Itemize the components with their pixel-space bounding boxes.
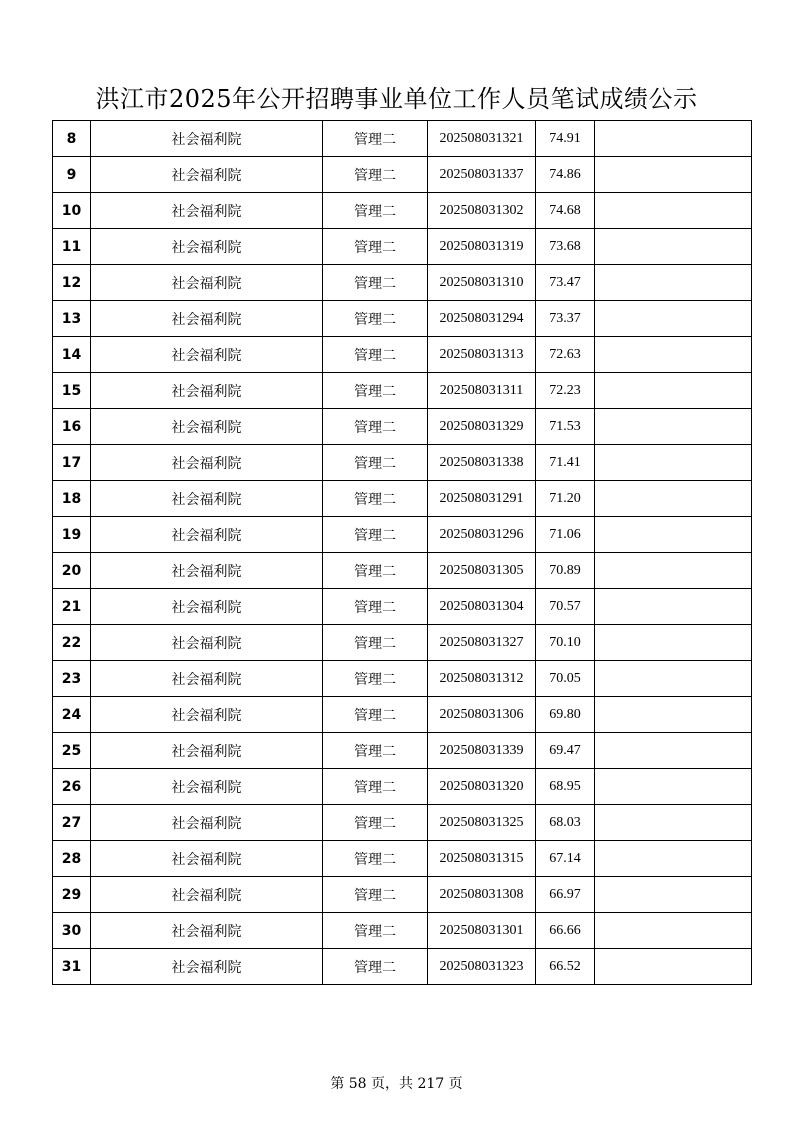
remark-cell (595, 517, 752, 553)
page-footer: 第 58 页，共 217 页 (330, 1076, 463, 1092)
post-cell: 管理二 (323, 661, 428, 697)
ticket-number-cell: 202508031308 (428, 877, 536, 913)
score-cell: 69.80 (536, 697, 595, 733)
ticket-number-cell: 202508031327 (428, 625, 536, 661)
post-cell: 管理二 (323, 121, 428, 157)
unit-cell: 社会福利院 (91, 193, 323, 229)
post-cell: 管理二 (323, 373, 428, 409)
ticket-number-cell: 202508031311 (428, 373, 536, 409)
unit-cell: 社会福利院 (91, 589, 323, 625)
unit-cell: 社会福利院 (91, 661, 323, 697)
ticket-number-cell: 202508031338 (428, 445, 536, 481)
table-row (53, 949, 752, 985)
post-cell: 管理二 (323, 769, 428, 805)
row-number-cell: 18 (53, 481, 91, 517)
row-number-cell: 25 (53, 733, 91, 769)
row-number-cell: 8 (53, 121, 91, 157)
ticket-number-cell: 202508031296 (428, 517, 536, 553)
row-number-cell: 30 (53, 913, 91, 949)
remark-cell (595, 481, 752, 517)
ticket-number-cell: 202508031323 (428, 949, 536, 985)
ticket-number-cell: 202508031337 (428, 157, 536, 193)
unit-cell: 社会福利院 (91, 409, 323, 445)
row-number-cell: 9 (53, 157, 91, 193)
unit-cell: 社会福利院 (91, 841, 323, 877)
score-cell: 69.47 (536, 733, 595, 769)
score-cell: 73.47 (536, 265, 595, 301)
row-number-cell: 15 (53, 373, 91, 409)
ticket-number-cell: 202508031304 (428, 589, 536, 625)
table-row (53, 625, 752, 661)
unit-cell: 社会福利院 (91, 877, 323, 913)
remark-cell (595, 769, 752, 805)
score-cell: 71.06 (536, 517, 595, 553)
ticket-number-cell: 202508031339 (428, 733, 536, 769)
remark-cell (595, 337, 752, 373)
score-cell: 71.41 (536, 445, 595, 481)
table-row (53, 877, 752, 913)
ticket-number-cell: 202508031329 (428, 409, 536, 445)
unit-cell: 社会福利院 (91, 769, 323, 805)
row-number-cell: 24 (53, 697, 91, 733)
remark-cell (595, 913, 752, 949)
ticket-number-cell: 202508031294 (428, 301, 536, 337)
score-cell: 73.68 (536, 229, 595, 265)
score-table-body (53, 121, 752, 985)
post-cell: 管理二 (323, 553, 428, 589)
post-cell: 管理二 (323, 157, 428, 193)
score-cell: 67.14 (536, 841, 595, 877)
remark-cell (595, 553, 752, 589)
post-cell: 管理二 (323, 697, 428, 733)
row-number-cell: 13 (53, 301, 91, 337)
remark-cell (595, 229, 752, 265)
row-number-cell: 23 (53, 661, 91, 697)
row-number-cell: 17 (53, 445, 91, 481)
unit-cell: 社会福利院 (91, 373, 323, 409)
row-number-cell: 12 (53, 265, 91, 301)
ticket-number-cell: 202508031302 (428, 193, 536, 229)
ticket-number-cell: 202508031312 (428, 661, 536, 697)
post-cell: 管理二 (323, 733, 428, 769)
score-cell: 74.91 (536, 121, 595, 157)
unit-cell: 社会福利院 (91, 949, 323, 985)
score-cell: 74.86 (536, 157, 595, 193)
remark-cell (595, 373, 752, 409)
remark-cell (595, 805, 752, 841)
post-cell: 管理二 (323, 193, 428, 229)
ticket-number-cell: 202508031301 (428, 913, 536, 949)
remark-cell (595, 193, 752, 229)
unit-cell: 社会福利院 (91, 265, 323, 301)
table-row (53, 337, 752, 373)
post-cell: 管理二 (323, 445, 428, 481)
score-cell: 71.20 (536, 481, 595, 517)
table-row (53, 517, 752, 553)
table-row (53, 733, 752, 769)
page-title: 洪江市2025年公开招聘事业单位工作人员笔试成绩公示 (95, 85, 698, 113)
score-cell: 72.23 (536, 373, 595, 409)
score-cell: 68.03 (536, 805, 595, 841)
ticket-number-cell: 202508031310 (428, 265, 536, 301)
row-number-cell: 19 (53, 517, 91, 553)
post-cell: 管理二 (323, 589, 428, 625)
ticket-number-cell: 202508031315 (428, 841, 536, 877)
ticket-number-cell: 202508031313 (428, 337, 536, 373)
ticket-number-cell: 202508031325 (428, 805, 536, 841)
row-number-cell: 11 (53, 229, 91, 265)
table-row (53, 445, 752, 481)
score-cell: 73.37 (536, 301, 595, 337)
score-cell: 70.05 (536, 661, 595, 697)
table-row (53, 373, 752, 409)
remark-cell (595, 121, 752, 157)
unit-cell: 社会福利院 (91, 553, 323, 589)
remark-cell (595, 409, 752, 445)
unit-cell: 社会福利院 (91, 517, 323, 553)
ticket-number-cell: 202508031306 (428, 697, 536, 733)
remark-cell (595, 589, 752, 625)
table-row (53, 157, 752, 193)
post-cell: 管理二 (323, 517, 428, 553)
post-cell: 管理二 (323, 229, 428, 265)
unit-cell: 社会福利院 (91, 625, 323, 661)
unit-cell: 社会福利院 (91, 157, 323, 193)
post-cell: 管理二 (323, 949, 428, 985)
post-cell: 管理二 (323, 265, 428, 301)
post-cell: 管理二 (323, 913, 428, 949)
ticket-number-cell: 202508031320 (428, 769, 536, 805)
unit-cell: 社会福利院 (91, 733, 323, 769)
row-number-cell: 29 (53, 877, 91, 913)
row-number-cell: 10 (53, 193, 91, 229)
score-cell: 70.10 (536, 625, 595, 661)
unit-cell: 社会福利院 (91, 481, 323, 517)
post-cell: 管理二 (323, 877, 428, 913)
table-row (53, 769, 752, 805)
remark-cell (595, 301, 752, 337)
remark-cell (595, 697, 752, 733)
remark-cell (595, 625, 752, 661)
remark-cell (595, 949, 752, 985)
row-number-cell: 22 (53, 625, 91, 661)
post-cell: 管理二 (323, 805, 428, 841)
remark-cell (595, 733, 752, 769)
unit-cell: 社会福利院 (91, 229, 323, 265)
row-number-cell: 21 (53, 589, 91, 625)
score-cell: 70.57 (536, 589, 595, 625)
row-number-cell: 28 (53, 841, 91, 877)
score-table (52, 120, 752, 985)
remark-cell (595, 841, 752, 877)
table-row (53, 913, 752, 949)
unit-cell: 社会福利院 (91, 913, 323, 949)
remark-cell (595, 661, 752, 697)
ticket-number-cell: 202508031319 (428, 229, 536, 265)
row-number-cell: 26 (53, 769, 91, 805)
row-number-cell: 31 (53, 949, 91, 985)
post-cell: 管理二 (323, 481, 428, 517)
table-row (53, 193, 752, 229)
row-number-cell: 16 (53, 409, 91, 445)
ticket-number-cell: 202508031321 (428, 121, 536, 157)
table-row (53, 553, 752, 589)
unit-cell: 社会福利院 (91, 805, 323, 841)
ticket-number-cell: 202508031291 (428, 481, 536, 517)
table-row (53, 301, 752, 337)
table-row (53, 661, 752, 697)
post-cell: 管理二 (323, 409, 428, 445)
unit-cell: 社会福利院 (91, 697, 323, 733)
unit-cell: 社会福利院 (91, 337, 323, 373)
remark-cell (595, 877, 752, 913)
score-cell: 70.89 (536, 553, 595, 589)
table-row (53, 697, 752, 733)
table-row (53, 805, 752, 841)
table-row (53, 265, 752, 301)
score-cell: 72.63 (536, 337, 595, 373)
score-cell: 66.66 (536, 913, 595, 949)
unit-cell: 社会福利院 (91, 121, 323, 157)
score-cell: 68.95 (536, 769, 595, 805)
score-cell: 71.53 (536, 409, 595, 445)
post-cell: 管理二 (323, 625, 428, 661)
table-row (53, 481, 752, 517)
table-row (53, 841, 752, 877)
post-cell: 管理二 (323, 841, 428, 877)
score-cell: 66.52 (536, 949, 595, 985)
table-row (53, 229, 752, 265)
remark-cell (595, 265, 752, 301)
post-cell: 管理二 (323, 301, 428, 337)
remark-cell (595, 445, 752, 481)
row-number-cell: 14 (53, 337, 91, 373)
ticket-number-cell: 202508031305 (428, 553, 536, 589)
row-number-cell: 20 (53, 553, 91, 589)
score-cell: 66.97 (536, 877, 595, 913)
unit-cell: 社会福利院 (91, 301, 323, 337)
row-number-cell: 27 (53, 805, 91, 841)
table-row (53, 409, 752, 445)
table-row (53, 121, 752, 157)
remark-cell (595, 157, 752, 193)
table-row (53, 589, 752, 625)
unit-cell: 社会福利院 (91, 445, 323, 481)
score-cell: 74.68 (536, 193, 595, 229)
post-cell: 管理二 (323, 337, 428, 373)
